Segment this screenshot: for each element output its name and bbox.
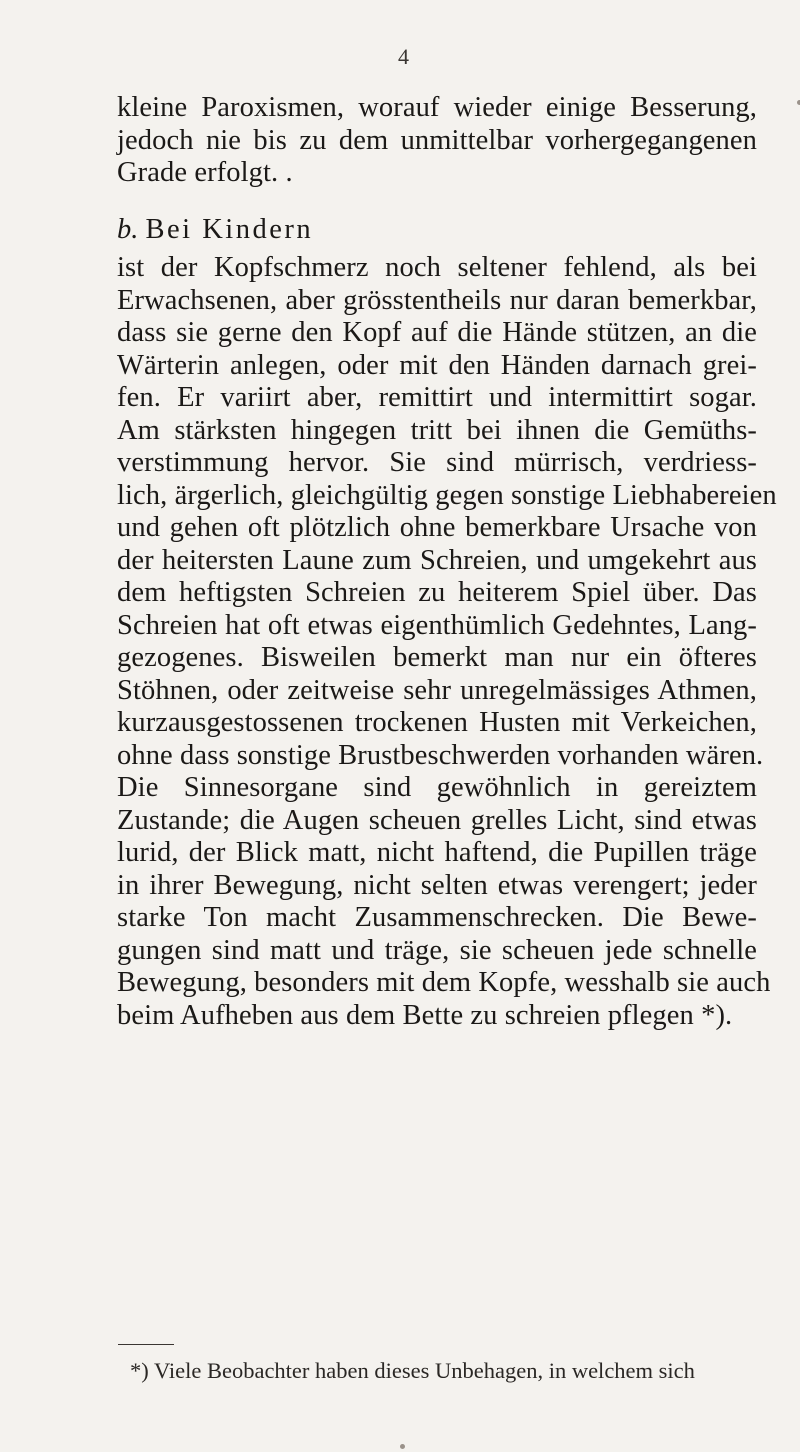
text-line: Wärterin anlegen, oder mit den Händen darnach grei-	[117, 349, 757, 381]
section-letter: b.	[117, 213, 139, 245]
text-line: lurid, der Blick matt, nicht haftend, die Pupillen träge	[117, 837, 757, 868]
text-line: jedoch nie bis zu dem unmittelbar vorhergegangenen	[117, 124, 757, 156]
text-line: Bewegung, besonders mit dem Kopfe, wesshalb sie auch	[117, 967, 771, 998]
text-line: ist der Kopfschmerz noch seltener fehlend, als bei	[117, 252, 757, 283]
text-line: der heitersten Laune zum Schreien, und umgekehrt aus	[117, 544, 757, 576]
text-line: Am stärksten hingegen tritt bei ihnen die Gemüths-	[117, 414, 757, 446]
text-line: gezogenes. Bisweilen bemerkt man nur ein öfteres	[117, 642, 757, 673]
footnote-rule	[118, 1344, 174, 1345]
footnote: *) Viele Beobachter haben dieses Unbehagen, in welchem sich	[130, 1358, 695, 1383]
text-line: dem heftigsten Schreien zu heiterem Spiel über. Das	[117, 577, 757, 608]
text-line: starke Ton macht Zusammenschrecken. Die Bewe-	[117, 902, 757, 933]
text-line: und gehen oft plötzlich ohne bemerkbare Ursache von	[117, 512, 757, 543]
text-line: lich, ärgerlich, gleichgültig gegen sonstige Liebhabereien	[117, 479, 777, 511]
text-line: Schreien hat oft etwas eigenthümlich Gedehntes, Lang-	[117, 609, 757, 641]
text-line: Zustande; die Augen scheuen grelles Licht, sind etwas	[117, 804, 757, 836]
text-line: fen. Er variirt aber, remittirt und intermittirt sogar.	[117, 382, 757, 413]
text-line: ohne dass sonstige Brustbeschwerden vorhanden wären.	[117, 739, 764, 771]
paragraph-2	[117, 252, 777, 1032]
text-line: verstimmung hervor. Sie sind mürrisch, verdriess-	[117, 447, 757, 478]
paragraph-1	[117, 92, 757, 190]
body-text	[117, 92, 777, 1032]
text-line: Grade erfolgt. .	[117, 157, 293, 188]
paper-speck	[400, 1444, 405, 1449]
section-title: Bei Kindern	[145, 213, 314, 245]
text-line: kurzausgestossenen trockenen Husten mit Verkeichen,	[117, 707, 757, 738]
text-line: Stöhnen, oder zeitweise sehr unregelmässiges Athmen,	[117, 674, 757, 706]
text-line: dass sie gerne den Kopf auf die Hände stützen, an die	[117, 317, 757, 348]
text-line: gungen sind matt und träge, sie scheuen jede schnelle	[117, 934, 757, 966]
page-number: 4	[398, 44, 409, 69]
text-line: in ihrer Bewegung, nicht selten etwas verengert; jeder	[117, 869, 757, 901]
text-line: Erwachsenen, aber grösstentheils nur daran bemerkbar,	[117, 284, 757, 316]
section-heading	[117, 214, 757, 247]
text-line: Die Sinnesorgane sind gewöhnlich in gereiztem	[117, 772, 757, 803]
text-line: beim Aufheben aus dem Bette zu schreien pflegen *).	[117, 999, 733, 1031]
text-line: kleine Paroxismen, worauf wieder einige Besserung,	[117, 92, 757, 123]
